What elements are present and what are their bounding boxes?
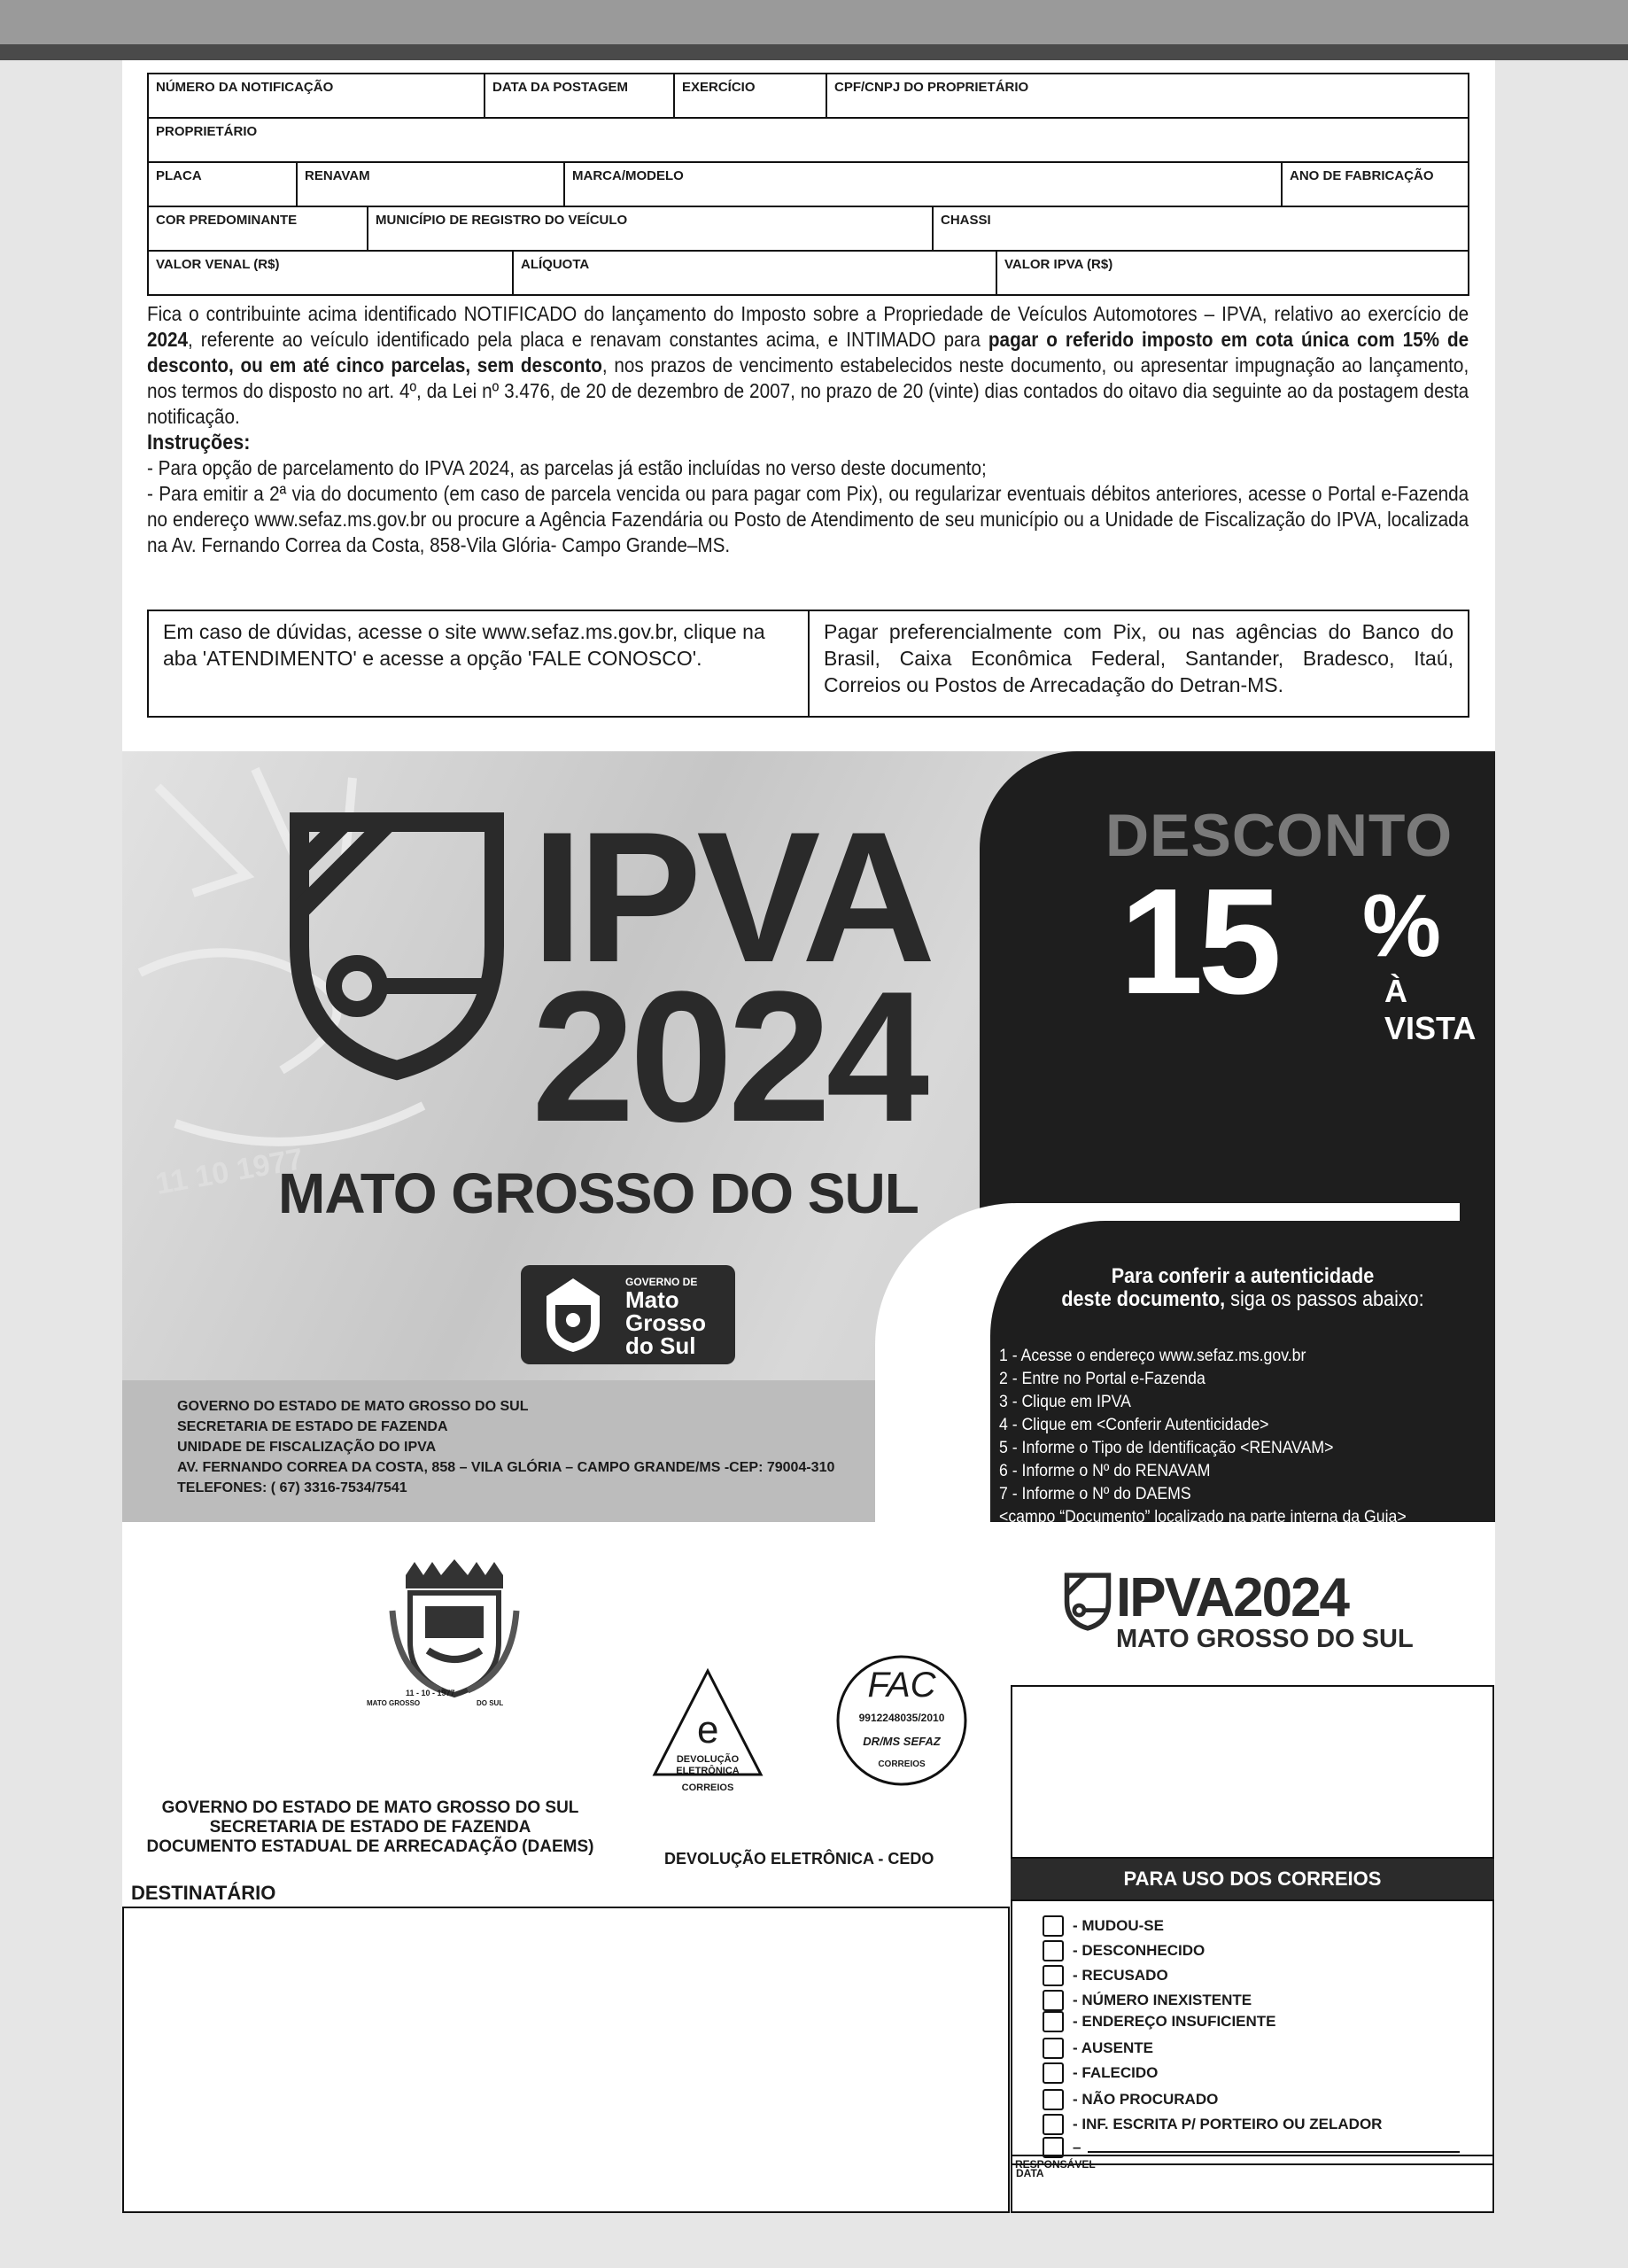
option-recusado[interactable]: - RECUSADO (1043, 1965, 1168, 1986)
auth-steps (999, 1345, 1444, 1552)
field-data-postagem: DATA DA POSTAGEM (485, 74, 675, 117)
responsavel-label: RESPONSÁVEL (1015, 2158, 1096, 2171)
state-crest-icon (533, 1274, 613, 1355)
field-renavam: RENAVAM (298, 163, 565, 206)
field-placa: PLACA (149, 163, 298, 206)
field-proprietario: PROPRIETÁRIO (156, 124, 258, 139)
ipva-small-shield-icon (1065, 1573, 1111, 1630)
option-endereco-insuficiente[interactable]: - ENDEREÇO INSUFICIENTE (1043, 2011, 1276, 2032)
stamp-box (1011, 1685, 1494, 1859)
ipva-small-title: IPVA (1116, 1567, 1234, 1628)
a-vista-label: À VISTA (1384, 973, 1477, 1046)
ipva-small-year: 2024 (1233, 1567, 1349, 1628)
responsavel-divider (1011, 2155, 1494, 2156)
field-aliquota: ALÍQUOTA (514, 252, 997, 294)
table-row (149, 74, 1468, 119)
table-row (149, 163, 1468, 207)
list-item: 8 - Clique em < Avançar > (999, 1531, 1180, 1550)
field-valor-ipva: VALOR IPVA (R$) (1004, 257, 1113, 272)
option-nao-procurado[interactable]: - NÃO PROCURADO (1043, 2089, 1218, 2110)
discount-value: 15 (1120, 858, 1277, 1026)
document-sheet (122, 60, 1495, 2213)
option-mudou-se[interactable]: - MUDOU-SE (1043, 1915, 1164, 1937)
list-item: 4 - Clique em <Conferir Autenticidade> (999, 1416, 1269, 1434)
notice-paragraph: Fica o contribuinte acima identificado NOTIFICADO do lançamento do Imposto sobre a Propriedade de Veículos Automotores – IPVA, relativo ao exercício de 2024, referente ao veículo identificado pela placa e renavam constantes acima, e INTIMADO para pagar o referido imposto em cota única com 15% de desconto, ou em até cinco parcelas, sem desconto, nos prazos de vencimento estabelecidos neste documento, ou apresentar impugnação ao lançamento, nos termos do disposto no art. 4º, da Lei nº 3.476, de 20 de dezembro de 2007, no prazo de 20 (vinte) dias contados do oitavo dia seguinte ao da postagem desta notificação. (147, 302, 1469, 428)
daems-header: GOVERNO DO ESTADO DE MATO GROSSO DO SUL SECRETARIA DE ESTADO DE FAZENDA DOCUMENTO ESTADUAL DE ARRECADAÇÃO (DAEMS) (146, 1798, 594, 1856)
fac-org: DR/MS SEFAZ (863, 1735, 941, 1748)
discount-label: DESCONTO (1105, 802, 1454, 869)
tri-text: DEVOLUÇÃO ELETRÔNICA CORREIOS (676, 1754, 740, 1793)
list-item: 7 - Informe o Nº do DAEMS (999, 1485, 1191, 1503)
field-valor-venal: VALOR VENAL (R$) (149, 252, 514, 294)
correios-header: PARA USO DOS CORREIOS (1011, 1859, 1494, 1899)
destinatario-box (122, 1907, 1010, 2213)
info-box (147, 610, 1469, 718)
checkbox[interactable] (1043, 1965, 1064, 1986)
checkbox[interactable] (1043, 1990, 1064, 2011)
vehicle-info-table (147, 73, 1469, 296)
option-falecido[interactable]: - FALECIDO (1043, 2062, 1158, 2084)
field-notificacao: NÚMERO DA NOTIFICAÇÃO (149, 74, 485, 117)
checkbox[interactable] (1043, 2062, 1064, 2084)
table-row (149, 119, 1468, 163)
banner-year: 2024 (531, 952, 925, 1161)
field-municipio: MUNICÍPIO DE REGISTRO DO VEÍCULO (368, 207, 934, 250)
ipva-banner (122, 751, 1495, 1550)
list-item: 3 - Clique em IPVA (999, 1393, 1131, 1411)
cedo-label: DEVOLUÇÃO ELETRÔNICA - CEDO (664, 1850, 934, 1868)
auth-heading: Para conferir a autenticidade deste documento, siga os passos abaixo: (1061, 1264, 1424, 1311)
fac-number: 9912248035/2010 (858, 1712, 945, 1724)
instruction-1: - Para opção de parcelamento do IPVA 2024, as parcelas já estão incluídas no verso deste documento; (147, 456, 987, 479)
payment-text: Pagar preferencialmente com Pix, ou nas agências do Banco do Brasil, Caixa Econômica Federal, Santander, Bradesco, Itaú, Correios ou Postos de Arrecadação do Detran-MS. (824, 620, 1454, 696)
fac-title: FAC (867, 1666, 936, 1705)
list-item: 5 - Informe o Tipo de Identificação <RENAVAM> (999, 1439, 1334, 1457)
list-item: 6 - Informe o Nº do RENAVAM (999, 1462, 1211, 1480)
instructions-heading: Instruções: (147, 431, 251, 454)
coat-right-text: DO SUL (477, 1699, 504, 1707)
checkbox[interactable] (1043, 2038, 1064, 2059)
svg-text:11 10 1977: 11 10 1977 (152, 1142, 306, 1201)
checkbox[interactable] (1043, 2011, 1064, 2032)
banner-state: MATO GROSSO DO SUL (278, 1161, 919, 1225)
option-other[interactable]: – (1043, 2137, 1460, 2158)
checkbox[interactable] (1043, 2089, 1064, 2110)
field-marca-modelo: MARCA/MODELO (565, 163, 1283, 206)
top-dark-bar (0, 44, 1628, 60)
write-in-line[interactable] (1088, 2142, 1460, 2153)
instruction-2: - Para emitir a 2ª via do documento (em caso de parcela vencida ou para pagar com Pix), ou regularizar eventuais débitos anteriores, acesse o Portal e-Fazenda no endereço www.sefaz.ms.gov.br ou procure a Agência Fazendária ou Posto de Atendimento de seu município ou a Unidade de Fiscalização do IPVA, localizada na Av. Fernando Correa da Costa, 858-Vila Glória- Campo Grande–MS. (147, 482, 1469, 556)
help-text: Em caso de dúvidas, acesse o site www.sefaz.ms.gov.br, clique na aba 'ATENDIMENTO' e acesse a opção 'FALE CONOSCO'. (149, 611, 810, 716)
field-ano-fabricacao: ANO DE FABRICAÇÃO (1290, 168, 1434, 183)
ipva-small-state: MATO GROSSO DO SUL (1116, 1625, 1414, 1653)
checkbox[interactable] (1043, 1915, 1064, 1937)
fac-correios: CORREIOS (878, 1759, 926, 1769)
option-numero-inexistente[interactable]: - NÚMERO INEXISTENTE (1043, 1990, 1252, 2011)
field-cpf-cnpj: CPF/CNPJ DO PROPRIETÁRIO (834, 80, 1029, 95)
option-inf-escrita[interactable]: - INF. ESCRITA P/ PORTEIRO OU ZELADOR (1043, 2114, 1382, 2135)
destinatario-label: DESTINATÁRIO (131, 1882, 276, 1904)
field-cor: COR PREDOMINANTE (149, 207, 368, 250)
notice-text (147, 301, 1469, 558)
address-block: GOVERNO DO ESTADO DE MATO GROSSO DO SUL SECRETARIA DE ESTADO DE FAZENDA UNIDADE DE FISCALIZAÇÃO DO IPVA AV. FERNANDO CORREA DA COSTA, 858 – VILA GLÓRIA – CAMPO GRANDE/MS -CEP: 79004-310 TELEFONES: ( 67) 3316-7534/7541 (122, 1380, 955, 1522)
data-label: DATA (1016, 2167, 1044, 2179)
field-chassi: CHASSI (941, 213, 991, 228)
field-exercicio: EXERCÍCIO (675, 74, 827, 117)
option-desconhecido[interactable]: - DESCONHECIDO (1043, 1940, 1205, 1961)
table-row (149, 207, 1468, 252)
percent-sign: % (1362, 876, 1441, 975)
option-ausente[interactable]: - AUSENTE (1043, 2038, 1153, 2059)
banner-ipva-title: IPVA (531, 793, 931, 1001)
governo-ms-text: GOVERNO DE Mato Grosso do Sul (625, 1276, 707, 1359)
coat-left-text: MATO GROSSO (367, 1699, 421, 1707)
tri-e: e (697, 1708, 719, 1751)
ipva-shield-logo-icon (291, 813, 503, 1079)
coat-date: 11 - 10 - 1977 (406, 1689, 455, 1697)
list-item: 1 - Acesse o endereço www.sefaz.ms.gov.br (999, 1347, 1306, 1365)
list-item: 2 - Entre no Portal e-Fazenda (999, 1370, 1205, 1388)
list-item: <campo “Documento” localizado na parte interna da Guia> (999, 1508, 1407, 1526)
state-coat-of-arms-icon (388, 1557, 521, 1699)
checkbox[interactable] (1043, 2114, 1064, 2135)
table-row (149, 252, 1468, 294)
top-gray-bar (0, 0, 1628, 44)
checkbox[interactable] (1043, 1940, 1064, 1961)
